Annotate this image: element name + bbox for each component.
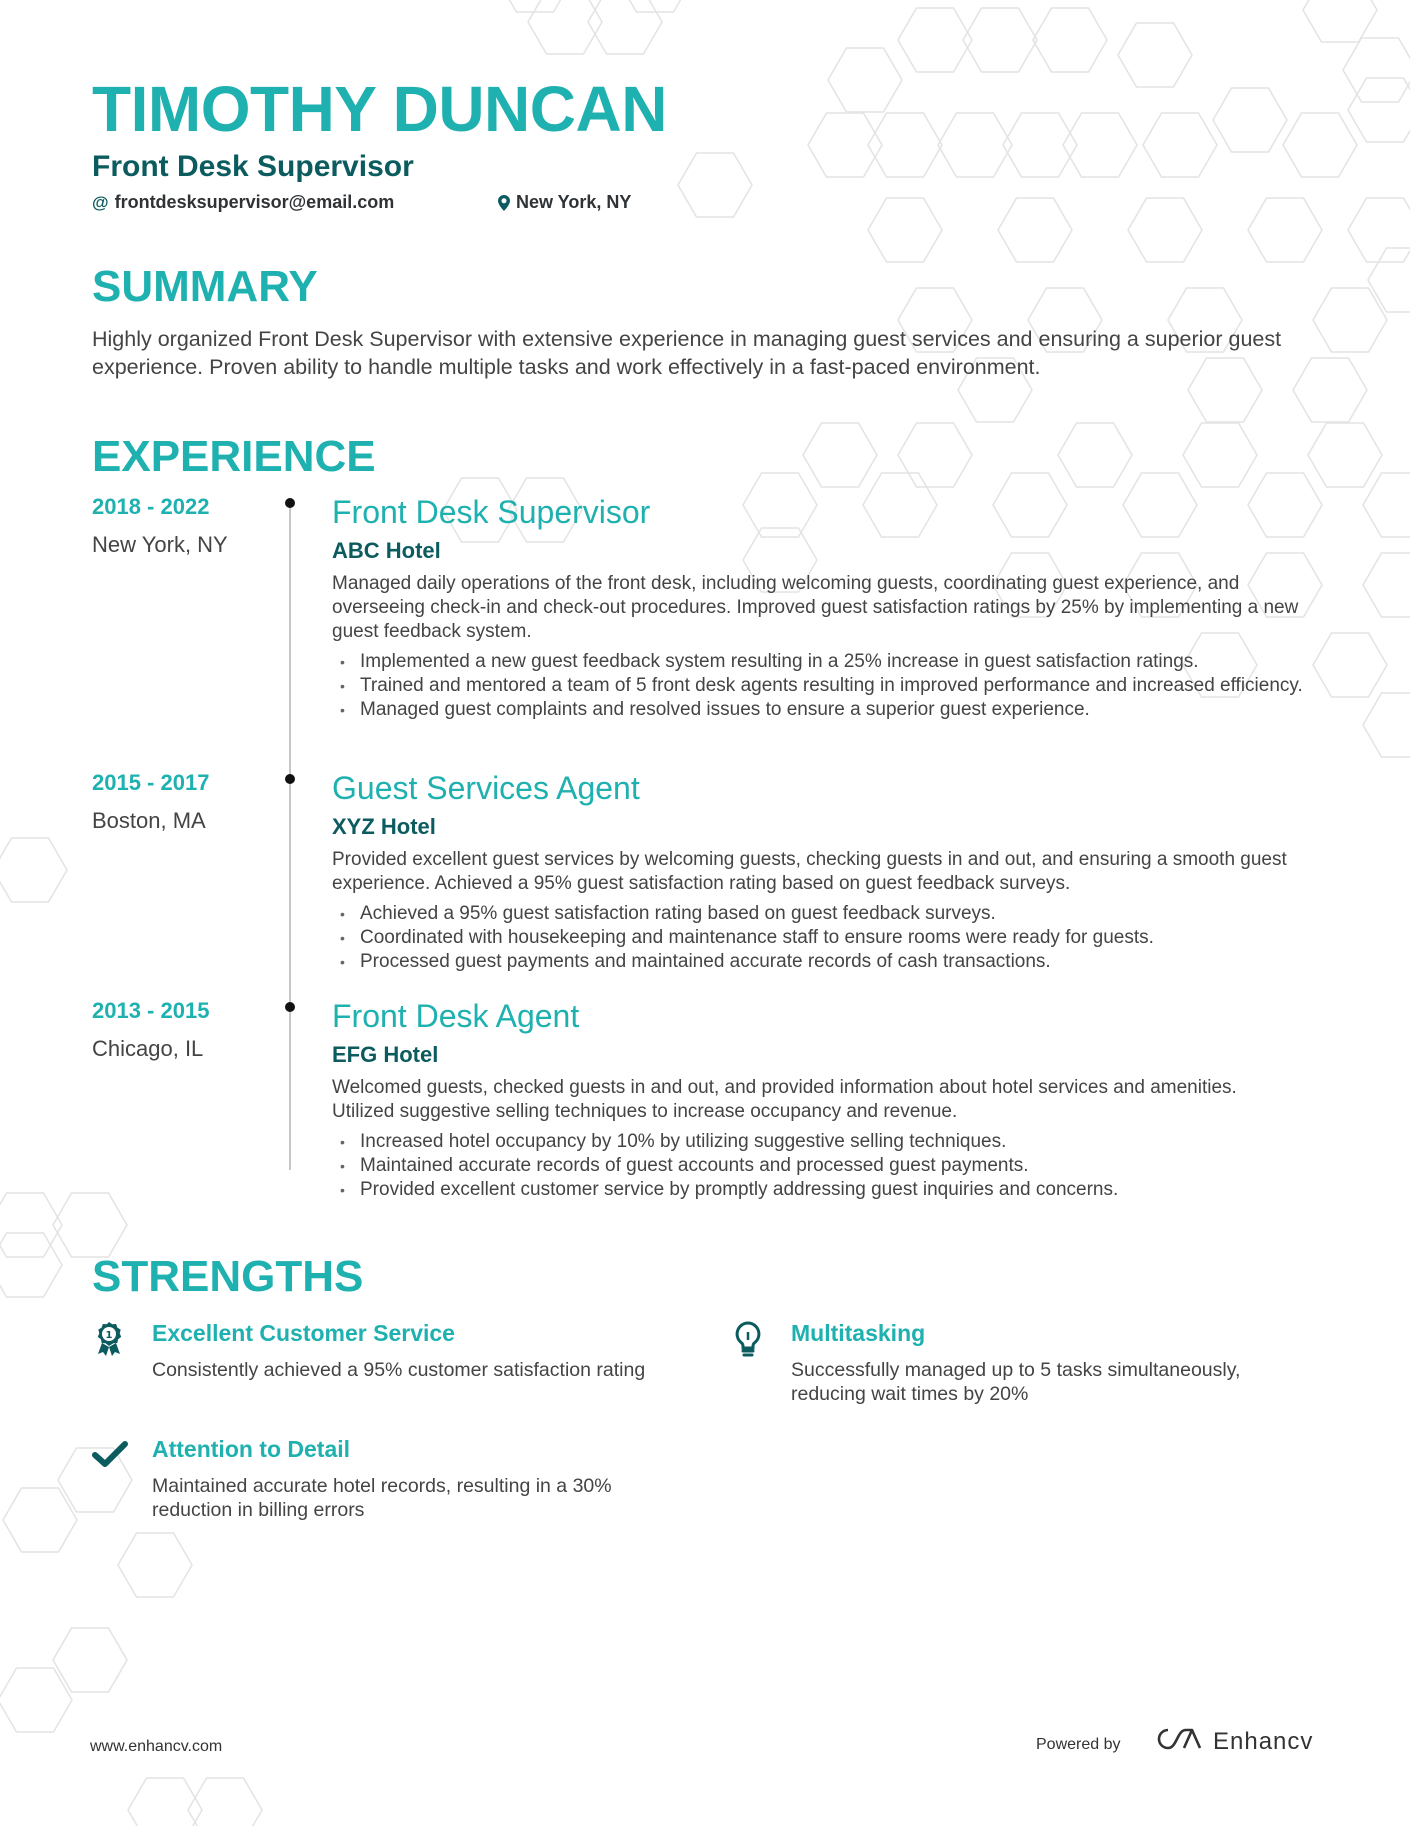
strength-name: Multitasking: [791, 1320, 926, 1346]
experience-role: Front Desk Supervisor: [332, 494, 651, 530]
experience-role: Guest Services Agent: [332, 770, 640, 806]
location-contact: [498, 192, 631, 213]
timeline-dot: [285, 498, 295, 508]
at-sign-icon: @: [92, 192, 109, 212]
experience-heading: EXPERIENCE: [92, 432, 376, 481]
strength-name: Excellent Customer Service: [152, 1320, 455, 1346]
bullet-item: • Trained and mentored a team of 5 front desk agents resulting in improved performance and increased efficiency.: [340, 675, 1303, 696]
experience-location: New York, NY: [92, 532, 228, 557]
strengths-heading: STRENGTHS: [92, 1252, 364, 1301]
timeline-line: [289, 505, 291, 1170]
experience-company: ABC Hotel: [332, 538, 441, 563]
enhancv-logo-icon: [1155, 1726, 1203, 1757]
strength-description: Consistently achieved a 95% customer satisfaction rating: [152, 1359, 646, 1381]
strength-description: Maintained accurate hotel records, resulting in a 30% reduction in billing errors: [152, 1475, 612, 1521]
summary-text: Highly organized Front Desk Supervisor with extensive experience in managing guest services and ensuring a superior guest experience. Proven ability to handle multiple tasks and work effectively in a fast-paced environment.: [92, 327, 1282, 379]
checkmark-icon: [92, 1436, 126, 1474]
candidate-title: Front Desk Supervisor: [92, 150, 414, 183]
candidate-name: TIMOTHY DUNCAN: [92, 73, 667, 145]
brand-logo[interactable]: [1155, 1726, 1313, 1757]
map-pin-icon: [498, 195, 510, 211]
bullet-item: • Provided excellent customer service by promptly addressing guest inquiries and concerns.: [340, 1179, 1119, 1200]
bullet-item: • Increased hotel occupancy by 10% by utilizing suggestive selling techniques.: [340, 1131, 1007, 1152]
strength-name: Attention to Detail: [152, 1436, 351, 1462]
experience-location: Boston, MA: [92, 808, 206, 833]
location-text: New York, NY: [516, 192, 632, 212]
bullet-item: • Achieved a 95% guest satisfaction rating based on guest feedback surveys.: [340, 903, 996, 924]
experience-bullets: [332, 902, 1312, 974]
experience-role: Front Desk Agent: [332, 998, 580, 1034]
experience-description: Provided excellent guest services by welcoming guests, checking guests in and out, and ensuring a smooth guest experience. Achieved a 95% guest satisfaction rating based on guest feedback surveys.: [332, 849, 1287, 894]
timeline-dot: [285, 774, 295, 784]
email-text: frontdesksupervisor@email.com: [114, 192, 395, 212]
experience-dates: 2015 - 2017: [92, 770, 210, 795]
bullet-item: • Processed guest payments and maintained accurate records of cash transactions.: [340, 951, 1051, 972]
experience-description: Managed daily operations of the front desk, including welcoming guests, coordinating guest experience, and overseeing check-in and check-out procedures. Improved guest satisfaction ratings by 25% by implementing a new guest feedback system.: [332, 573, 1299, 642]
footer-url-link[interactable]: www.enhancv.com: [90, 1738, 223, 1755]
experience-company: EFG Hotel: [332, 1042, 439, 1067]
experience-dates: 2013 - 2015: [92, 998, 210, 1023]
email-contact[interactable]: [92, 192, 394, 213]
experience-location: Chicago, IL: [92, 1036, 204, 1061]
bullet-item: • Implemented a new guest feedback system resulting in a 25% increase in guest satisfaction ratings.: [340, 651, 1199, 672]
bullet-item: • Managed guest complaints and resolved issues to ensure a superior guest experience.: [340, 699, 1090, 720]
lightbulb-icon: [731, 1320, 765, 1358]
experience-company: XYZ Hotel: [332, 814, 436, 839]
bullet-item: • Coordinated with housekeeping and maintenance staff to ensure rooms were ready for guests.: [340, 927, 1154, 948]
timeline-dot: [285, 1002, 295, 1012]
experience-bullets: [332, 650, 1312, 722]
strength-description: Successfully managed up to 5 tasks simultaneously, reducing wait times by 20%: [791, 1359, 1241, 1405]
experience-description: Welcomed guests, checked guests in and out, and provided information about hotel services and amenities. Utilized suggestive selling techniques to increase occupancy and revenue.: [332, 1077, 1237, 1122]
bullet-item: • Maintained accurate records of guest accounts and processed guest payments.: [340, 1155, 1029, 1176]
brand-name: Enhancv: [1213, 1727, 1314, 1755]
award-ribbon-icon: [92, 1320, 126, 1358]
experience-bullets: [332, 1130, 1312, 1202]
powered-by-label: Powered by: [1036, 1736, 1121, 1753]
experience-dates: 2018 - 2022: [92, 494, 210, 519]
summary-heading: SUMMARY: [92, 262, 318, 311]
svg-text:1: 1: [105, 1330, 113, 1341]
